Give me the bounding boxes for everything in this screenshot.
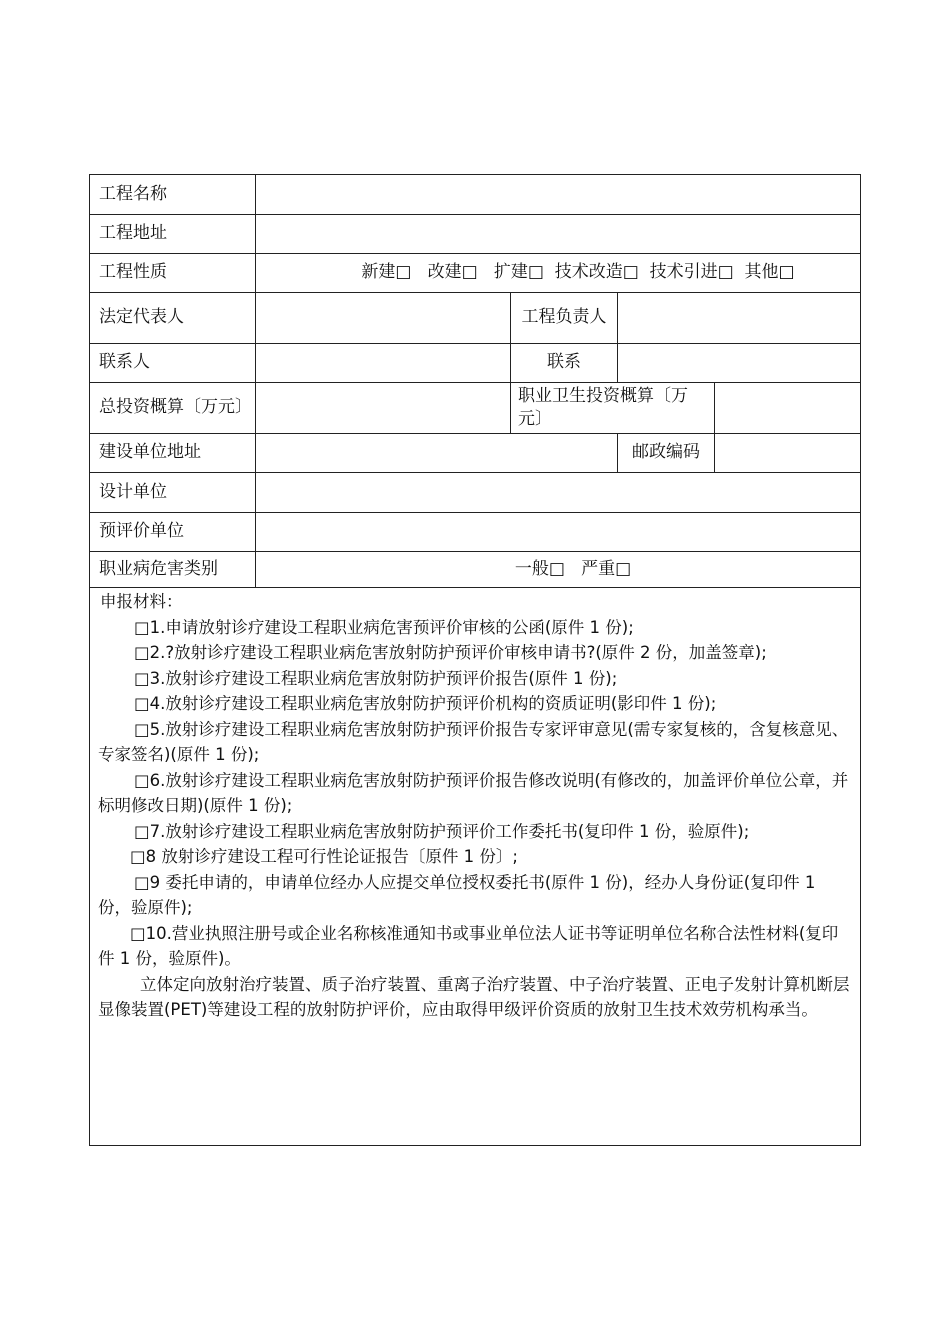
design-unit-label: 设计单位 bbox=[99, 481, 167, 502]
build-unit-address-field[interactable] bbox=[256, 433, 617, 472]
application-form bbox=[89, 174, 861, 1146]
project-nature-options[interactable]: 新建□ 改建□ 扩建□ 技术改造□ 技术引进□ 其他□ bbox=[361, 262, 795, 282]
legal-rep-label: 法定代表人 bbox=[99, 307, 184, 327]
materials-note: 立体定向放射治疗装置、质子治疗装置、重离子治疗装置、中子治疗装置、正电子发射计算机断层显像装置(PET)等建设工程的放射防护评价，应由取得甲级评价资质的放射卫生技术效劳机构承当。 bbox=[98, 974, 850, 1019]
pre-eval-unit-field[interactable] bbox=[256, 512, 860, 551]
postcode-field[interactable] bbox=[715, 433, 860, 472]
materials-heading: 申报材料： bbox=[100, 592, 183, 611]
postcode-label: 邮政编码 bbox=[632, 442, 700, 462]
build-unit-address-label: 建设单位地址 bbox=[99, 442, 201, 462]
pre-eval-unit-label: 预评价单位 bbox=[99, 521, 184, 541]
occ-invest-field[interactable] bbox=[715, 382, 860, 433]
material-item-1[interactable]: □1.申请放射诊疗建设工程职业病危害预评价审核的公函(原件 1 份); bbox=[134, 617, 634, 637]
contact-field[interactable] bbox=[256, 343, 510, 382]
total-invest-field[interactable] bbox=[256, 382, 510, 433]
project-address-field[interactable] bbox=[256, 214, 860, 253]
hazard-class-options[interactable]: 一般□ 严重□ bbox=[514, 558, 632, 579]
legal-rep-field[interactable] bbox=[256, 292, 510, 343]
materials-section bbox=[90, 587, 860, 1023]
material-item-9[interactable]: □9 委托申请的，申请单位经办人应提交单位授权委托书(原件 1 份)，经办人身份证(复印件 1 份，验原件); bbox=[98, 872, 816, 917]
project-lead-label: 工程负责人 bbox=[521, 307, 607, 327]
material-item-4[interactable]: □4.放射诊疗建设工程职业病危害放射防护预评价机构的资质证明(影印件 1 份); bbox=[134, 694, 717, 713]
contact-phone-label: 联系 bbox=[547, 352, 581, 372]
contact-label: 联系人 bbox=[99, 352, 150, 372]
project-lead-field[interactable] bbox=[618, 292, 860, 343]
material-item-6[interactable]: □6.放射诊疗建设工程职业病危害放射防护预评价报告修改说明(有修改的，加盖评价单位公章，并标明修改日期)(原件 1 份); bbox=[98, 770, 849, 815]
project-name-label: 工程名称 bbox=[99, 184, 167, 204]
project-nature-label: 工程性质 bbox=[99, 262, 167, 282]
hazard-class-label: 职业病危害类别 bbox=[99, 558, 218, 579]
material-item-5[interactable]: □5.放射诊疗建设工程职业病危害放射防护预评价报告专家评审意见(需专家复核的，含复核意见、专家签名)(原件 1 份); bbox=[98, 719, 849, 764]
project-address-label: 工程地址 bbox=[99, 223, 167, 243]
material-item-8[interactable]: □8 放射诊疗建设工程可行性论证报告〔原件 1 份〕; bbox=[130, 847, 518, 866]
material-item-3[interactable]: □3.放射诊疗建设工程职业病危害放射防护预评价报告(原件 1 份); bbox=[134, 668, 618, 688]
material-item-10[interactable]: □10.营业执照注册号或企业名称核准通知书或事业单位法人证书等证明单位名称合法性材料(复印件 1 份，验原件)。 bbox=[98, 923, 839, 968]
design-unit-field[interactable] bbox=[256, 472, 860, 512]
contact-phone-field[interactable] bbox=[618, 343, 860, 382]
project-name-field[interactable] bbox=[256, 175, 860, 214]
total-invest-label: 总投资概算〔万元〕 bbox=[99, 397, 252, 417]
occ-invest-label: 职业卫生投资概算〔万元〕 bbox=[518, 385, 688, 429]
material-item-2[interactable]: □2.?放射诊疗建设工程职业病危害放射防护预评价审核申请书?(原件 2 份，加盖签章); bbox=[134, 643, 767, 662]
material-item-7[interactable]: □7.放射诊疗建设工程职业病危害放射防护预评价工作委托书(复印件 1 份，验原件); bbox=[134, 821, 750, 841]
